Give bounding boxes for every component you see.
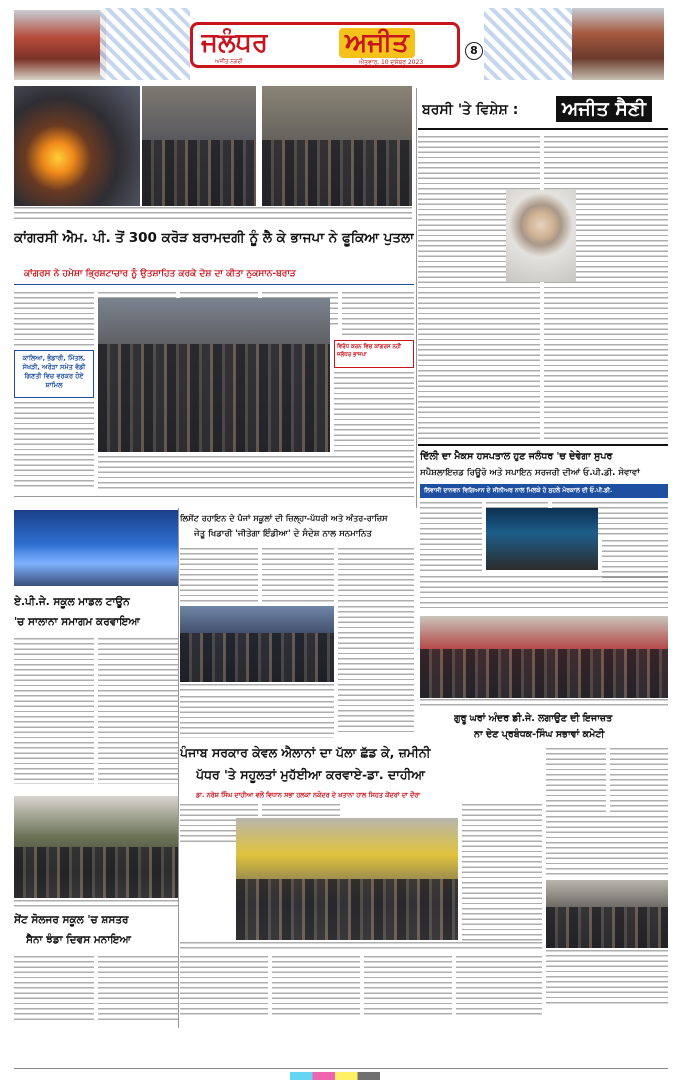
congress-col5-text-b [334,372,414,452]
apj-headline-line1: ਏ.ਪੀ.ਜੇ. ਸਕੂਲ ਮਾਡਲ ਟਾਊਨ [14,596,130,608]
masthead-left-building-photo [14,10,106,80]
dahiya-headline-line2: ਪੱਧਰ 'ਤੇ ਸਹੂਲਤਾਂ ਮੁਹੱਈਆ ਕਰਵਾਏ-ਡਾ. ਦਾਹੀਆ [196,767,425,782]
page-number-badge [465,42,483,60]
masthead-left-pattern [100,8,190,80]
max-col1-text [420,502,482,572]
max-strap [420,484,668,498]
dahiya-headline-line1: ਪੰਜਾਬ ਸਰਕਾਰ ਕੇਵਲ ਐਲਾਨਾਂ ਦਾ ਪੱਲਾ ਛੱਡ ਕੇ, ਜ਼ਮੀਨੀ [180,745,431,760]
max-press-photo [486,508,598,570]
saini-name: ਅਜੀਤ ਸੈਣੀ [556,96,652,122]
dahiya-bottom-col1 [180,956,268,1018]
protest-photo-effigy [14,86,140,206]
saini-kicker: ਬਰਸੀ 'ਤੇ ਵਿਸ਼ੇਸ਼ : [422,102,519,118]
masthead-subtitle: ਅਜੀਤ ਨਗਰੀ [215,59,243,65]
apj-col2-text [98,638,178,784]
saini-banner [418,92,668,130]
dahiya-bottom-col2 [272,956,360,1018]
column-rule-horizontal-mid [14,496,414,497]
dahiya-visit-photo [236,818,458,940]
saini-col1-text [418,136,540,442]
congress-bottom-text [98,456,414,492]
congress-subhead: ਕਾਂਗਰਸ ਨੇ ਹਮੇਸ਼ਾ ਭ੍ਰਿਸ਼ਟਾਚਾਰ ਨੂੰ ਉਤਸ਼ਾਹਿਤ ਕਰਕੇ ਦੇਸ਼ ਦਾ ਕੀਤਾ ਨੁਕਸਾਨ-ਬਰਾੜ [24,269,296,279]
footer-strip [0,1062,677,1089]
st-soldier-col1-text [14,956,94,1022]
dahiya-subhead: ਡਾ. ਨਰੇਸ਼ ਸਿੰਘ ਦਾਹੀਆ ਵਲੋਂ ਵਿਧਾਨ ਸਭਾ ਹਲਕਾ ਨਕੋਦਰ ਦੇ ਖ਼ਤਾਨਾ ਹਾਲ ਸਿਹਤ ਕੇਂਦਰਾਂ ਦਾ ਦੌਰਾ [196,791,420,799]
gurdwara-committee-photo [420,616,668,698]
st-soldier-col2-text [98,956,178,1022]
gurdwara-headline-line1: ਗੁਰੂ ਘਰਾਂ ਅੰਦਰ ਡੀ.ਜੇ. ਲਗਾਉਣ ਦੀ ਇਜਾਜ਼ਤ [454,713,613,724]
max-headline-line2: ਸਪੈਸ਼ਲਾਇਜ਼ਡ ਰਿਊਰੋ ਅਤੇ ਸਪਾਇਨ ਸਰਜਰੀ ਦੀਆਂ ਓ.ਪੀ.ਡੀ. ਸੇਵਾਵਾਂ [420,468,640,478]
apj-stage-photo [14,510,178,586]
apj-headline-line2: 'ਚ ਸਾਲਾਨਾ ਸਮਾਗਮ ਕਰਵਾਇਆ [14,616,140,628]
max-bottom-text [420,576,668,608]
gurdwara-headline-line2: ਨਾ ਦੇਣ ਪ੍ਰਬੰਧਕ-ਸਿੰਘ ਸਭਾਵਾਂ ਕਮੇਟੀ [474,729,605,740]
gurdwara-col1-text [546,748,606,812]
dahiya-bottom-col4 [456,956,542,1018]
congress-crowd-photo [98,298,330,452]
column-rule-vertical-right [416,88,417,508]
protest-photo-crowd-right [262,86,412,206]
max-headline-line1: ਦਿੱਲੀ ਦਾ ਮੈਕਸ ਹਸਪਤਾਲ ਹੁਣ ਜਲੰਧਰ 'ਚ ਦੇਵੇਗਾ ਸੁਪਰ [420,451,613,462]
sports-col1-text [180,548,258,604]
saini-col2-text [544,136,668,442]
sports-bottom-text [180,696,334,738]
congress-sidebar-box2 [334,340,414,368]
max-strap-text: ਲਿਵਾਸੀ ਦਾਨਵਨ ਵਿਗਿਆਨ ਦੇ ਸੀਨੀਅਰ ਨਾਲ ਮਿਲਕੇ ਹੋ ਸੁਹਲੇ ਮੋਰਕਾਲ ਦੀ ਓ.ਪੀ.ਡੀ. [424,487,613,494]
gurdwara-bottom-caption [546,950,668,1006]
congress-sidebar-box [14,350,94,398]
saini-portrait-photo [506,190,576,282]
protest-photo-crowd-left [142,86,256,206]
congress-col1-text [14,292,94,348]
masthead-right-pattern [484,8,574,80]
page-number: 8 [470,44,478,57]
sports-group-photo [180,606,334,682]
masthead [0,0,677,84]
protest-photo-caption [14,207,412,221]
masthead-date: ਐਤਵਾਰ, 10 ਦਸੰਬਰ 2023 [359,59,424,66]
congress-col5-text [342,292,414,338]
masthead-title-right: ਅਜੀਤ [339,28,415,58]
sports-headline-line1: ਲਿਸੇਂਟ ਰਹਾਇਨ ਦੇ ਪੰਜਾਂ ਸਕੂਲਾਂ ਦੀ ਜ਼ਿਲ੍ਹਾ-ਪੱਧਰੀ ਅਤੇ ਅੰਤਰ-ਰਾਜ਼ਿਸ [180,513,388,523]
sports-col2-text [262,548,334,604]
dahiya-bottom-col3 [364,956,452,1018]
st-soldier-headline-line1: ਸੇਂਟ ਸੋਲਜਰ ਸਕੂਲ 'ਚ ਸ਼ਸਤਰ [14,914,129,926]
congress-headline: ਕਾਂਗਰਸੀ ਐਮ. ਪੀ. ਤੋਂ 300 ਕਰੋੜ ਬਰਾਮਦਗੀ ਨੂੰ ਲੈ ਕੇ ਭਾਜਪਾ ਨੇ ਫੂਕਿਆ ਪੁਤਲਾ [14,230,414,246]
dahiya-photo-caption [180,942,542,950]
footer-rule [14,1068,668,1069]
dahiya-col4-text [462,804,542,944]
apj-col1-text [14,638,94,784]
congress-col1-text-b [14,402,94,490]
sports-col3-text-b [338,606,414,734]
congress-sidebar-text: ਕਾਲਿਆ, ਭੰਡਾਰੀ, ਮਿੱਤਲ, ਸੇਖੜੀ, ਅਰੋੜਾ ਸਮੇਤ ਵੱਡੀ ਗਿਣਤੀ ਵਿਚ ਵਰਕਰ ਹੋਏ ਸ਼ਾਮਿਲ [22,354,86,389]
sports-col3-text [338,548,414,604]
saini-bottom-rule [418,444,668,446]
sports-photo-caption [180,684,334,692]
masthead-title-left: ਜਲੰਧਰ [201,28,269,58]
st-soldier-photo-caption [14,900,178,908]
sports-headline-line2: ਜੇਤੂ ਖਿਡਾਰੀ 'ਜੀਤੇਗਾ ਇੰਡੀਆ' ਦੇ ਸੰਦੇਸ਼ ਨਾਲ ਸਨਮਾਨਿਤ [194,529,372,539]
column-rule-vertical-left [178,508,179,1028]
gurdwara-photo-caption [420,699,668,709]
congress-sidebar2-text: ਵਿਰੋਧ ਕਰਨ ਵਿਚ ਕਾਂਗਰਸ ਨਹੀਂ ਜਲੰਧਰ ਭਾਜਪਾ [337,344,401,358]
st-soldier-parade-photo [14,796,178,898]
gurdwara-protest-photo [546,880,668,948]
gurdwara-col0-text [546,816,668,876]
gurdwara-col2-text [610,748,668,812]
footer-registration-marks [290,1072,380,1080]
st-soldier-headline-line2: ਸੈਨਾ ਝੰਡਾ ਦਿਵਸ ਮਨਾਇਆ [26,934,131,946]
masthead-right-clocktower-photo [572,8,664,80]
masthead-banner [190,22,460,68]
congress-rule [14,284,414,285]
